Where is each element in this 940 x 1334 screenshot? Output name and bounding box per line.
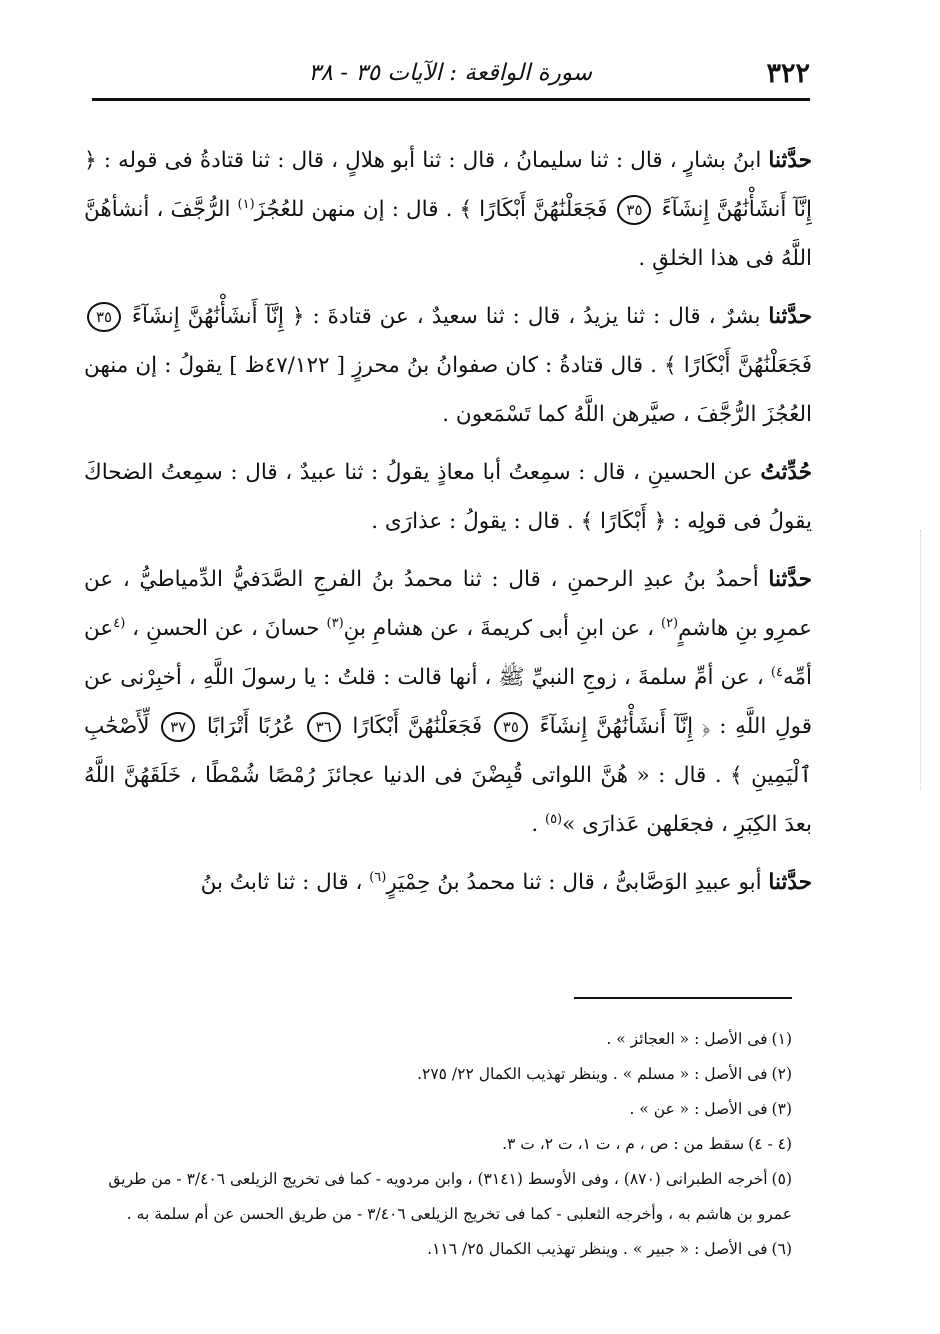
text-segment: فَجَعَلْنَٰهُنَّ أَبْكَارًا ﴾ . قال قتادةُ : كان صفوانُ بنُ محرزٍ [ ٤٧/١٢٢ظ ] يقولُ : إن منهن العُجُزَ الرُّجَّفَ ، صيَّرهن اللَّهُ كما تَسْمَعون . bbox=[84, 353, 812, 427]
text-segment: أحمدُ بنُ عبدِ الرحمنِ ، قال : ثنا محمدُ بنُ الفرجِ الصَّدَفيُّ الدِّمياطيُّ ، عن عمرِو بنِ هاشمٍ bbox=[84, 567, 812, 641]
text-segment: ، قال : ثنا ثابتُ بنُ bbox=[200, 870, 370, 895]
page-header bbox=[92, 52, 810, 98]
text-segment: . bbox=[531, 812, 545, 837]
running-head: سورة الواقعة : الآيات ٣٥ - ٣٨ bbox=[308, 60, 592, 86]
ayah-number-marker: ٣٦ bbox=[307, 712, 341, 742]
page-number: ٣٢٢ bbox=[766, 58, 810, 89]
paragraph-lead: حدَّثنا bbox=[768, 148, 812, 173]
text-segment: فَجَعَلْنَٰهُنَّ أَبْكَارًا bbox=[343, 714, 491, 739]
footnote-text: سقط من : ص ، م ، ت ١، ت ٢، ت ٣. bbox=[502, 1135, 745, 1153]
text-segment: الرُّجَّفَ ، أنشأهُنَّ اللَّهُ فى هذا الخلقِ . bbox=[84, 197, 812, 271]
footnote-reference: (٢) bbox=[660, 615, 679, 631]
footnote bbox=[78, 1022, 792, 1057]
ayah-number-marker: ٣٧ bbox=[161, 712, 195, 742]
footnote-reference: (٣) bbox=[326, 615, 344, 631]
text-segment: عُرُبًا أَتْرَابًا bbox=[198, 714, 304, 739]
footnote-number: (٥) bbox=[771, 1170, 792, 1188]
text-segment: ، عن ابنِ أبى كريمةَ ، عن هشامِ بنِ bbox=[343, 616, 661, 641]
footnote-reference: ٤) bbox=[770, 664, 783, 680]
footnote-text: أخرجه الطبرانى (٨٧٠) ، وفى الأوسط (٣١٤١) ، وابن مردويه - كما فى تخريج الزيلعى ٣/٤٠٦ - من طريق عمرو بن هاشم به ، وأخرجه الثعلبى - كما فى تخريج الزيلعى ٣/٤٠٦ - من طريق الحسن عن أم سلمة به . bbox=[108, 1170, 792, 1223]
footnotes bbox=[78, 1022, 792, 1267]
ayah-number-marker: ٣٥ bbox=[617, 195, 651, 225]
footnote-reference: (١) bbox=[237, 196, 255, 212]
paragraph-lead: حُدِّثتُ bbox=[760, 460, 812, 485]
text-segment: لِّأَصْحَٰبِ ٱلْيَمِينِ ﴾ . قال : « هُنَّ اللواتى قُبِضْنَ فى الدنيا عجائزَ رُمْصًا شُمْطًا ، خَلَقَهُنَّ اللَّهُ بعدَ الكِبَرِ ، فجعَلهن عَذارَى » bbox=[84, 714, 812, 837]
ayah-number-marker: ٣٥ bbox=[87, 302, 121, 332]
footnote-text: فى الأصل : « مسلم » . وينظر تهذيب الكمال ٢٢/ ٢٧٥. bbox=[417, 1065, 768, 1083]
text-segment: ابنُ بشارٍ ، قال : ثنا سليمانُ ، قال : ثنا أبو هلالٍ ، قال : ثنا قتادةُ فى قوله : ﴿ إِنَّآ أَنشَأْنَٰهُنَّ إِنشَآءً bbox=[84, 148, 812, 222]
footnote-number: (٢) bbox=[771, 1065, 792, 1083]
scan-artifact bbox=[920, 530, 929, 790]
paragraph bbox=[84, 555, 812, 849]
footnote-text: فى الأصل : « عن » . bbox=[629, 1100, 768, 1118]
footnote-reference: (٦) bbox=[369, 869, 387, 885]
footnote-reference: (٤ bbox=[113, 615, 126, 631]
header-rule bbox=[92, 98, 810, 101]
paragraph bbox=[84, 858, 812, 907]
paragraph-lead: حدَّثنا bbox=[768, 304, 812, 329]
footnote-separator bbox=[574, 997, 792, 999]
main-text bbox=[84, 136, 812, 916]
paragraph-lead: حدَّثنا bbox=[768, 870, 812, 895]
text-segment: أبو عبيدِ الوَصَّابىُّ ، قال : ثنا محمدُ بنُ حِمْيَرٍ bbox=[386, 870, 769, 895]
text-segment: عن الحسينِ ، قال : سمِعتُ أبا معاذٍ يقولُ : ثنا عبيدٌ ، قال : سمِعتُ الضحاكَ يقولُ فى قولِه : ﴿ أَبْكَارًا ﴾ . قال : يقولُ : عذارَى . bbox=[84, 460, 812, 534]
footnote bbox=[78, 1057, 792, 1092]
footnote bbox=[78, 1127, 792, 1162]
footnote-reference: (٥) bbox=[544, 811, 563, 827]
text-segment: فَجَعَلْنَٰهُنَّ أَبْكَارًا ﴾ . قال : إن منهن للعُجُزَ bbox=[254, 197, 615, 222]
footnote-text: فى الأصل : « العجائز » . bbox=[606, 1030, 768, 1048]
footnote bbox=[78, 1162, 792, 1232]
paragraph bbox=[84, 292, 812, 439]
text-segment: حسانَ ، عن الحسنِ ، bbox=[125, 616, 327, 641]
footnote-text: فى الأصل : « جبير » . وينظر تهذيب الكمال ٢٥/ ١١٦. bbox=[427, 1240, 768, 1258]
text-segment: بشرٌ ، قال : ثنا يزيدُ ، قال : ثنا سعيدٌ ، عن قتادةَ : ﴿ إِنَّآ أَنشَأْنَٰهُنَّ إِنشَآءً bbox=[124, 304, 769, 329]
paragraph-lead: حدَّثنا bbox=[768, 567, 812, 592]
footnote-number: (٤ - ٤) bbox=[748, 1135, 792, 1153]
footnote bbox=[78, 1092, 792, 1127]
footnote-number: (٣) bbox=[771, 1100, 792, 1118]
footnote-number: (١) bbox=[771, 1030, 792, 1048]
text-segment: عن أمِّه bbox=[84, 616, 812, 690]
paragraph bbox=[84, 136, 812, 283]
paragraph bbox=[84, 448, 812, 546]
footnote bbox=[78, 1232, 792, 1267]
footnote-number: (٦) bbox=[771, 1240, 792, 1258]
ayah-number-marker: ٣٥ bbox=[494, 712, 528, 742]
text-segment: ، عن أمِّ سلمةَ ، زوجِ النبيِّ ﷺ ، أنها قالت : قلتُ : يا رسولَ اللَّهِ ، أخبِرْنى عن قولِ اللَّهِ : ﴿ إِنَّآ أَنشَأْنَٰهُنَّ إِنشَآءً bbox=[84, 665, 812, 739]
